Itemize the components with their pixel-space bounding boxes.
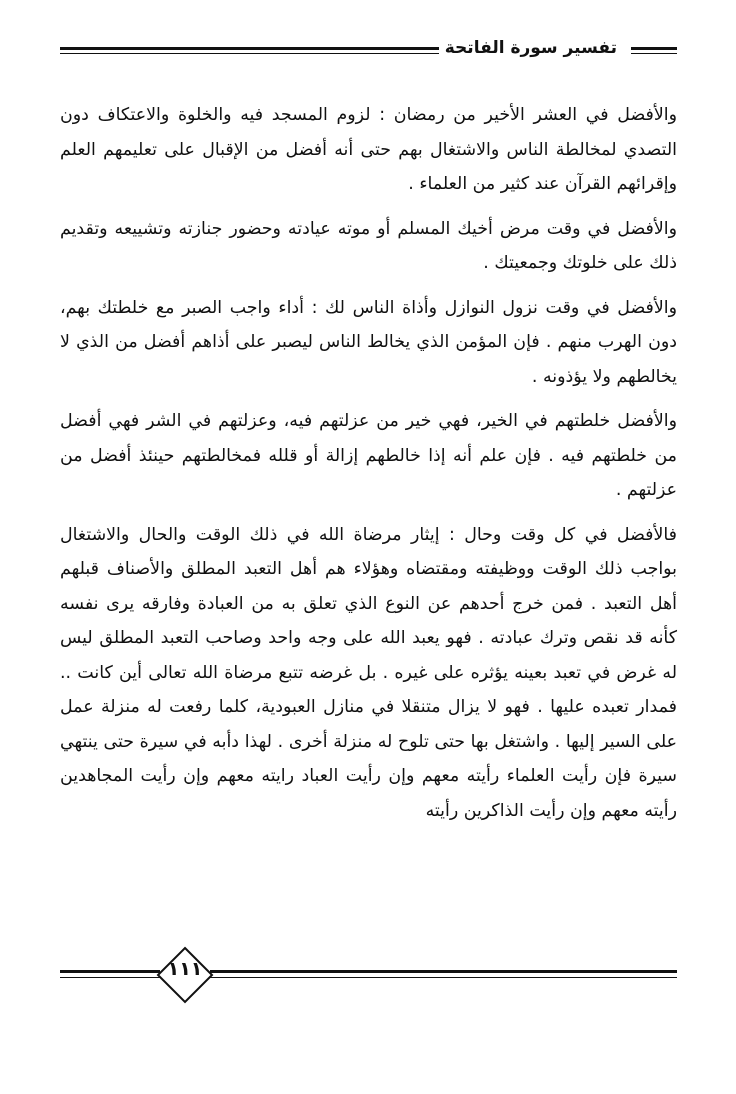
page-number: ١١١ (167, 958, 203, 980)
paragraph-3: والأفضل في وقت نزول النوازل وأذاة الناس لك : أداء واجب الصبر مع خلطتك بهم، دون الهرب منهم . فإن المؤمن الذي يخالط الناس ليصبر على أذاهم أفضل من الذي لا يخالطهم ولا يؤذونه . (60, 297, 677, 387)
footer-rule-right-thin (210, 977, 677, 978)
footer-rule-left-thin (60, 977, 160, 978)
footer-rule-right (210, 970, 677, 973)
paragraph-1: والأفضل في العشر الأخير من رمضان : لزوم المسجد فيه والخلوة والاعتكاف دون التصدي لمخالطة الناس والاشتغال بهم حتى أنه أفضل من الإقبال على تعليمهم العلم وإقرائهم القرآن عند كثير من العلماء . (60, 105, 677, 194)
header-rule-right-thin (631, 53, 677, 54)
page-footer (60, 942, 677, 1012)
body-text (60, 98, 677, 838)
paragraph-5: فالأفضل في كل وقت وحال : إيثار مرضاة الله في ذلك الوقت والحال والاشتغال بواجب ذلك الوقت ووظيفته ومقتضاه وهؤلاء هم أهل التعبد المطلق والأصناف قبلهم أهل التعبد . فمن خرج أحدهم عن النوع الذي تعلق به من العبادة وفارقه يرى نفسه كأنه قد نقص وترك عبادته . فهو يعبد الله على وجه واحد وصاحب التعبد المطلق ليس له غرض في تعبد بعينه يؤثره على غيره . بل غرضه تتبع مرضاة الله تعالى أين كانت .. فمدار تعبده عليها . فهو لا يزال متنقلا في منازل العبودية، كلما رفعت له منزلة عمل على السير إليها . واشتغل بها حتى تلوح له منزلة أخرى . لهذا دأبه في سيرة حتى ينتهي سيرة فإن رأيت العلماء رأيته معهم وإن رأيت العباد رايته معهم وإن رأيت المجاهدين رأيته معهم وإن رأيت الذاكرين رأيته (60, 524, 677, 821)
header-rule-left-thin (60, 53, 500, 54)
header-rule-left (60, 47, 500, 50)
footer-rule-left (60, 970, 160, 973)
paragraph-4: والأفضل خلطتهم في الخير، فهي خير من عزلتهم فيه، وعزلتهم في الشر فهي أفضل من خلطتهم فيه . فإن علم أنه إذا خالطهم إزالة أو قلله فمخالطتهم حينئذ أفضل من عزلتهم . (60, 411, 677, 500)
header-rule-right (631, 47, 677, 50)
running-header (60, 34, 677, 64)
header-title: تفسير سورة الفاتحة (439, 38, 623, 58)
paragraph-2: والأفضل في وقت مرض أخيك المسلم أو موته عيادته وحضور جنازته وتشييعه وتقديم ذلك على خلوتك وجمعيتك . (60, 218, 677, 273)
